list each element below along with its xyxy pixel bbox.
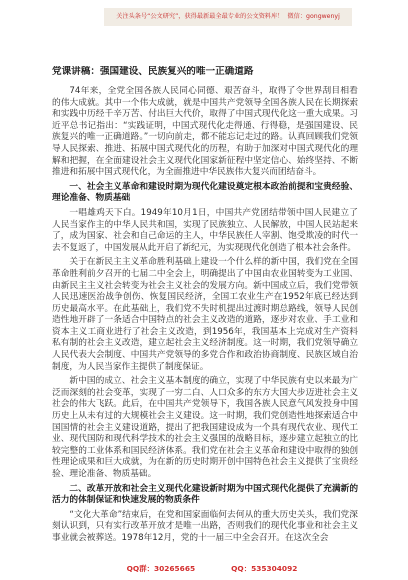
footer-qq-number: QQ：535304092: [231, 564, 298, 573]
footer-qq-group: QQ群：30265665: [126, 564, 196, 573]
section-heading-1: 一、社会主义革命和建设时期为现代化建设奠定根本政治前提和宝贵经验、理论准备、物质基础: [52, 181, 358, 204]
section-heading-2: 二、改革开放和社会主义现代化建设新时期为中国式现代化提供了充满新的活力的体制保证和快速发展的物质条件: [52, 483, 358, 506]
document-body: [52, 86, 358, 562]
section-1-paragraph-2: 关于在新民主主义革命胜利基础上建设一个什么样的新中国，我们党在全国革命胜利前夕召开的七届二中全会上，明确提出了中国由农业国转变为工业国、由新民主主义社会转变为社会主义社会的发展方向。新中国成立后，我们党带领人民迅速医治战争创伤、恢复国民经济，全国工农业生产在1952年底已经达到历史最高水平。在此基础上，我们党不失时机提出过渡时期总路线，领导人民创造性地开辟了一条适合中国特点的社会主义改造的道路，逐步对农业、手工业和资本主义工商业进行了社会主义改造，到1956年，我国基本上完成对生产资料私有制的社会主义改造，建立起社会主义经济制度。这一时期，我们党领导确立人民代表大会制度、中国共产党领导的多党合作和政治协商制度、民族区域自治制度，为人民当家作主提供了制度保证。: [52, 257, 358, 372]
section-1-paragraph-1: 一唱雄鸡天下白。1949年10月1日，中国共产党团结带领中国人民建立了人民当家作主的中华人民共和国，实现了民族独立、人民解放，中国人民站起来了，成为国家、社会和自己命运的主人，中华民族任人宰割、饱受欺凌的时代一去不复返了，中国发展从此开启了新纪元，为实现现代化创造了根本社会条件。: [52, 207, 358, 253]
header-promo-text: 关注头条号“公文研究”，获得最新最全最专业的公文资料库！: [116, 13, 284, 20]
page-footer: [0, 563, 408, 574]
header-wechat-id: 微信：gongwenyj: [287, 13, 340, 20]
section-2-paragraph-1: “文化大革命”结束后，在党和国家面临何去何从的重大历史关头，我们党深刻认识到，只有实行改革开放才是唯一出路，否则我们的现代化事业和社会主义事业就会被葬送。1978年12月，党的十一届三中全会召开。在这次全会: [52, 509, 358, 543]
header-promo-banner: [104, 8, 352, 26]
intro-paragraph: 74年来，全党全国各族人民同心同德、艰苦奋斗，取得了令世界刮目相看的伟大成就。其中一个伟大成就，就是中国共产党领导全国各族人民在长期探索和实践中历经千辛万苦、付出巨大代价，取得了中国式现代化这一重大成果。习近平总书记指出：“实践证明，中国式现代化走得通、行得稳，是强国建设、民族复兴的唯一正确道路。”一切向前走，都不能忘记走过的路。认真回顾我们党领导人民探索、推进、拓展中国式现代化的历程，有助于加深对中国式现代化的理解和把握，在全面建设社会主义现代化国家新征程中坚定信心、始终坚持、不断推进和拓展中国式现代化，为全面推进中华民族伟大复兴而团结奋斗。: [52, 86, 358, 178]
document-title: 党课讲稿：强国建设、民族复兴的唯一正确道路: [52, 66, 254, 77]
section-1-paragraph-3: 新中国的成立、社会主义基本制度的确立，实现了中华民族有史以来最为广泛而深刻的社会变革，实现了一穷二白、人口众多的东方大国大步迈进社会主义社会的伟大飞跃。此后，在中国共产党领导下，我国各族人民意气风发投身中国历史上从未有过的大规模社会主义建设。这一时期，我们党创造性地探索适合中国国情的社会主义建设道路，提出了把我国建设成为一个具有现代农业、现代工业、现代国防和现代科学技术的社会主义强国的战略目标，逐步建立起独立的比较完整的工业体系和国民经济体系。我们党在社会主义革命和建设中取得的独创性理论成果和巨大成就，为在新的历史时期开创中国特色社会主义提供了宝贵经验、理论准备、物质基础。: [52, 376, 358, 479]
